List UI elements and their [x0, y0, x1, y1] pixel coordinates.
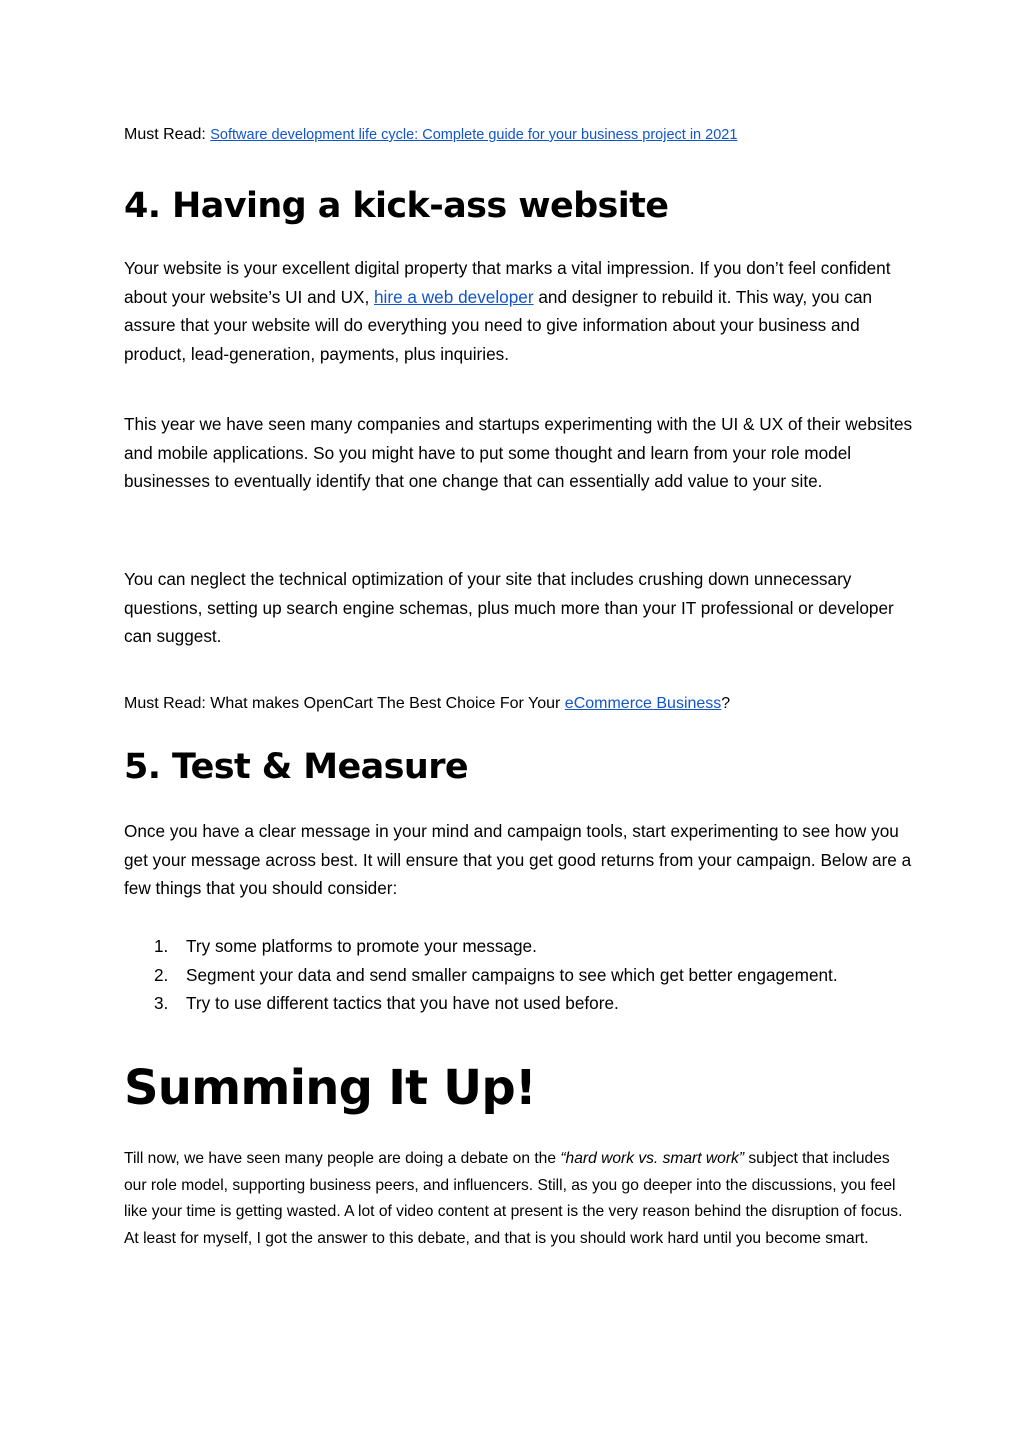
must-read-2-text-after: ?	[721, 695, 731, 712]
summary-text-after: subject that includes our role model, supporting business peers, and influencers. Still, as you go deeper into the discussions, you feel like your time is getting wasted. A lot of video content at present is the very reason behind the disruption of focus. At least for myself, I got the answer to this debate, and that is you should work hard until you become smart.	[124, 1150, 903, 1247]
list-item-text: Try some platforms to promote your message.	[186, 936, 537, 956]
must-read-opencart	[124, 694, 730, 714]
software-lifecycle-link[interactable]: Software development life cycle: Complete guide for your business project in 2021	[210, 127, 738, 143]
ecommerce-business-link[interactable]: eCommerce Business	[564, 695, 722, 712]
section-4-paragraph-2: This year we have seen many companies and startups experimenting with the UI & UX of their websites and mobile applications. So you might have to put some thought and learn from your role model businesses to eventually identify that one change that can essentially add value to your site.	[124, 414, 913, 492]
summary-emphasis: “hard work vs. smart work”	[560, 1150, 745, 1167]
must-read-label: Must Read:	[124, 126, 211, 143]
list-item-number: 2.	[154, 964, 169, 985]
considerations-list	[124, 932, 914, 1018]
list-item	[124, 989, 914, 1018]
list-item-text: Try to use different tactics that you have not used before.	[186, 993, 619, 1014]
section-5-intro: Once you have a clear message in your mind and campaign tools, start experimenting to see how you get your message across best. It will ensure that you get good returns from your campaign. Below are a few things that you should consider:	[124, 821, 912, 899]
summary-heading: Summing It Up!	[124, 1060, 537, 1116]
paragraph-1-text-before: Your website is your excellent digital property that marks a vital impression. If you don’t feel confident about your website’s UI and UX,	[124, 258, 891, 307]
list-item-number: 1.	[154, 936, 169, 956]
list-item-number: 3.	[154, 993, 169, 1014]
must-read-software-lifecycle	[124, 125, 737, 145]
list-item	[124, 932, 914, 961]
summary-text-before: Till now, we have seen many people are doing a debate on the	[124, 1150, 561, 1167]
section-4-heading: 4. Having a kick-ass website	[124, 186, 669, 226]
section-5-heading: 5. Test & Measure	[124, 747, 468, 787]
list-item-text: Segment your data and send smaller campaigns to see which get better engagement.	[186, 964, 838, 985]
list-item	[124, 961, 914, 990]
summary-paragraph	[124, 1146, 914, 1252]
paragraph-1-text-after: and designer to rebuild it. This way, you can assure that your website will do everything you need to give information about your business and product, lead-generation, payments, plus inquiries.	[124, 286, 873, 365]
section-4-paragraph-3: You can neglect the technical optimization of your site that includes crushing down unnecessary questions, setting up search engine schemas, plus much more than your IT professional or developer can suggest.	[124, 569, 894, 647]
section-4-paragraph-1	[124, 254, 914, 369]
hire-web-developer-link[interactable]: hire a web developer	[374, 286, 534, 307]
must-read-2-text-before: Must Read: What makes OpenCart The Best Choice For Your	[124, 695, 565, 712]
